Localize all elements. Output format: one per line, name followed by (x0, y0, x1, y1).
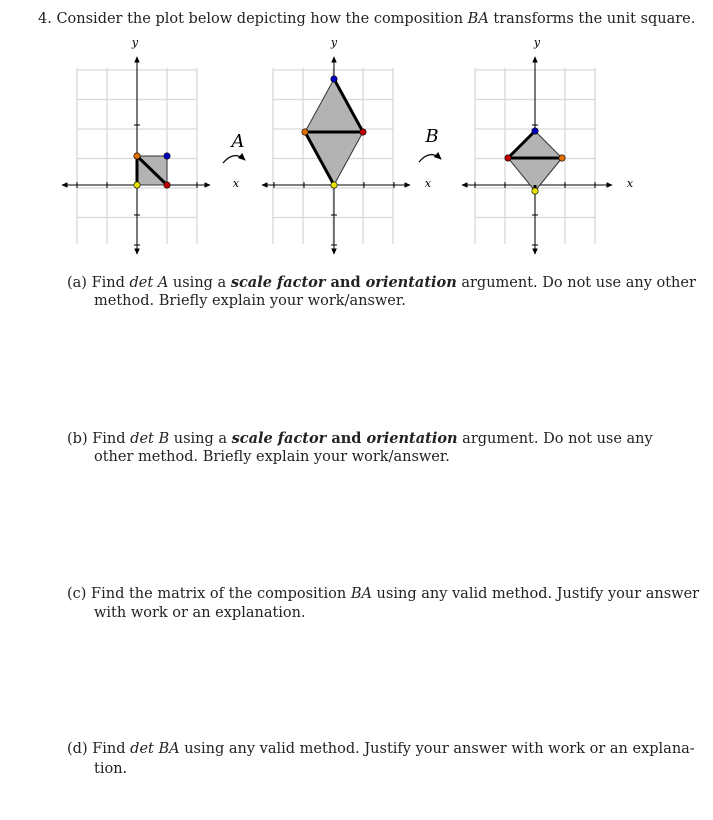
map-b-label: B (425, 126, 439, 147)
part-c-line2: with work or an explanation. (94, 605, 306, 621)
plot-image-under-a (262, 57, 410, 254)
part-d-label: (d) (67, 741, 88, 757)
part-b-label: (b) (67, 431, 88, 447)
part-a (67, 273, 696, 293)
map-b-arrow-icon (419, 155, 441, 162)
vertex-dot (331, 76, 337, 82)
plot1-y-label: y (131, 36, 139, 49)
part-d (67, 740, 695, 759)
part-a-label: (a) (67, 275, 87, 291)
vertex-dot (532, 188, 538, 194)
shape-polygon (508, 131, 562, 191)
plot2-x-label: x (424, 177, 432, 190)
vertex-dot (532, 128, 538, 134)
question-number: 4. (38, 11, 52, 27)
part-c-text: Find the matrix of the composition BA using any valid method. Justify your answer (91, 586, 700, 602)
part-a-text: Find det A using a scale factor and orientation argument. Do not use any other (91, 274, 696, 291)
vertex-dot (164, 182, 170, 188)
plot-image-under-ba (462, 57, 612, 254)
map-a-arrow-icon (223, 156, 245, 163)
plot3-x-label: x (626, 177, 634, 190)
map-a-label: A (231, 131, 245, 152)
part-a-line2: method. Briefly explain your work/answer. (94, 293, 406, 309)
plot2-y-label: y (330, 36, 338, 49)
vertex-dot (134, 182, 140, 188)
vertex-dot (505, 155, 511, 161)
vertex-dot (302, 129, 308, 135)
vertex-dot (164, 153, 170, 159)
part-b (67, 429, 653, 449)
vertex-dot (559, 155, 565, 161)
vertex-dot (134, 153, 140, 159)
part-c (67, 585, 699, 604)
question-prompt-math: BA (467, 11, 489, 27)
part-b-text: Find det B using a scale factor and orientation argument. Do not use any (92, 430, 653, 447)
question-prompt-end: transforms the unit square. (488, 11, 696, 27)
part-d-line2: tion. (94, 761, 128, 777)
plot3-y-label: y (533, 36, 541, 49)
part-d-text: Find det BA using any valid method. Justify your answer with work or an explana- (92, 741, 695, 757)
vertex-dot (331, 182, 337, 188)
vertex-dot (360, 129, 366, 135)
question-prompt: Consider the plot below depicting how the composition (56, 11, 468, 27)
part-b-line2: other method. Briefly explain your work/answer. (94, 449, 450, 465)
part-c-label: (c) (67, 586, 87, 602)
plot1-x-label: x (232, 177, 240, 190)
plot-unit-square (62, 57, 210, 254)
transformation-figure (0, 0, 713, 270)
